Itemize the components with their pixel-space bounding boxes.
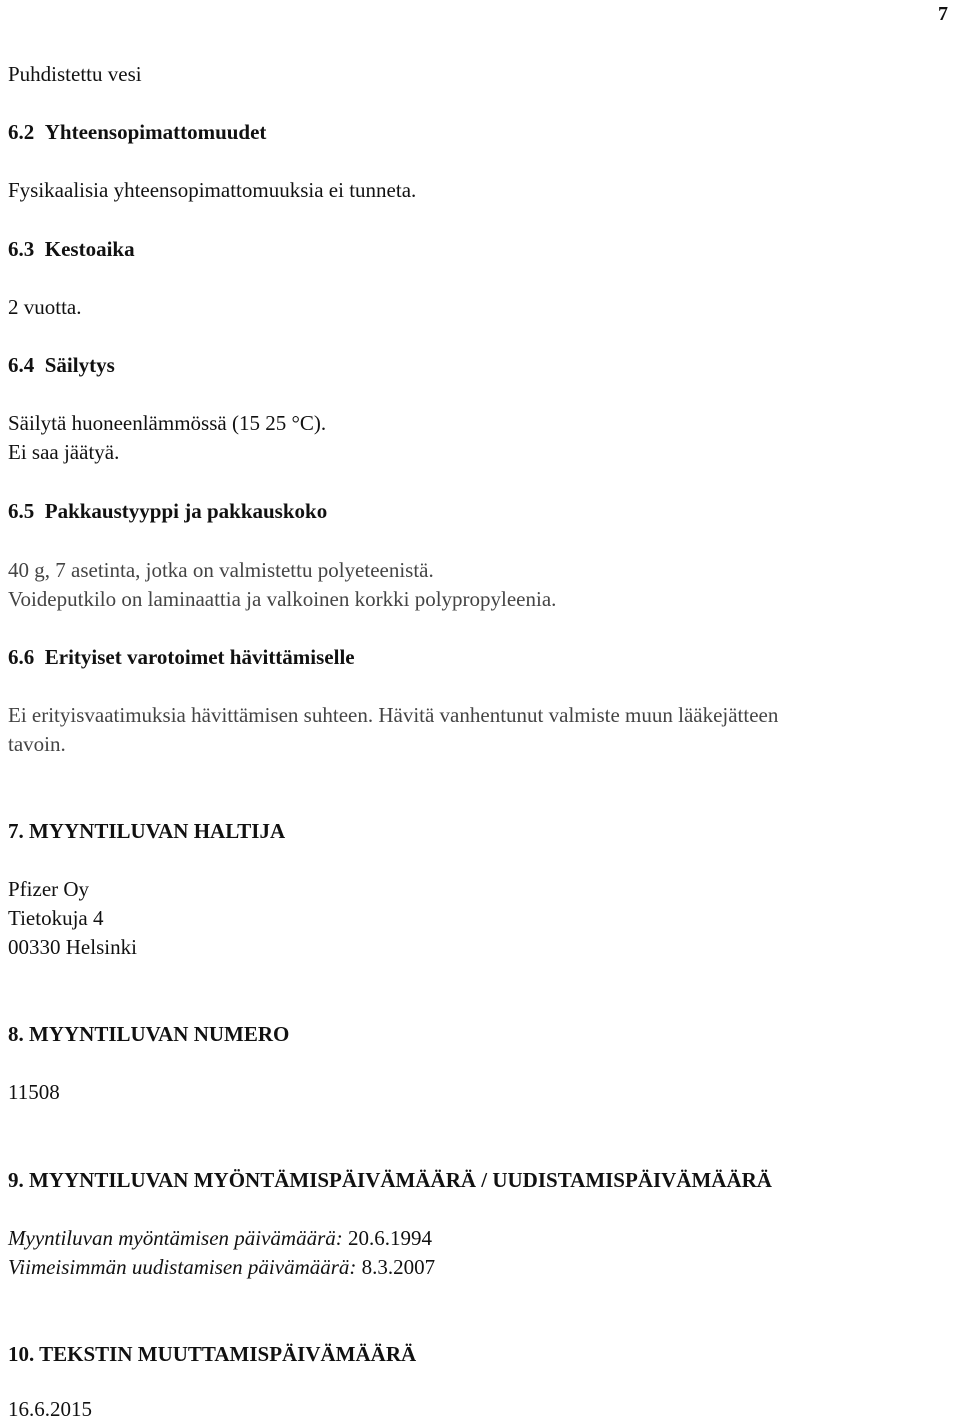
excipient-line: Puhdistettu vesi <box>8 62 142 86</box>
section-number: 6.4 <box>8 353 35 377</box>
holder-city: 00330 Helsinki <box>8 935 137 959</box>
holder-company: Pfizer Oy <box>8 877 90 901</box>
renewal-date-label: Viimeisimmän uudistamisen päivämäärä: <box>8 1255 357 1279</box>
section-6-3-heading <box>8 235 135 264</box>
holder-street: Tietokuja 4 <box>8 906 104 930</box>
section-6-2-heading <box>8 118 266 147</box>
renewal-date-line <box>8 1253 435 1282</box>
section-6-5-heading <box>8 497 327 526</box>
section-10-heading: 10. TEKSTIN MUUTTAMISPÄIVÄMÄÄRÄ <box>8 1342 417 1366</box>
grant-date-line <box>8 1224 432 1253</box>
section-6-6-line-1: Ei erityisvaatimuksia hävittämisen suhteen. Hävitä vanhentunut valmiste muun lääkejätteen <box>8 703 779 727</box>
section-title: Säilytys <box>44 353 115 377</box>
section-6-5-line-2: Voideputkilo on laminaattia ja valkoinen korkki polypropyleenia. <box>8 587 557 611</box>
section-number: 6.2 <box>8 120 35 144</box>
grant-date-value: 20.6.1994 <box>348 1226 433 1250</box>
page-number: 7 <box>938 3 948 25</box>
section-6-4-line-2: Ei saa jäätyä. <box>8 440 120 464</box>
section-6-6-line-2: tavoin. <box>8 732 66 756</box>
section-title: Pakkaustyyppi ja pakkauskoko <box>44 499 328 523</box>
section-title: Kestoaika <box>44 237 135 261</box>
section-number: 6.3 <box>8 237 35 261</box>
section-number: 6.6 <box>8 645 35 669</box>
section-6-4-heading <box>8 351 115 380</box>
section-title: Erityiset varotoimet hävittämiselle <box>44 645 355 669</box>
section-9-heading: 9. MYYNTILUVAN MYÖNTÄMISPÄIVÄMÄÄRÄ / UUDISTAMISPÄIVÄMÄÄRÄ <box>8 1168 772 1192</box>
section-title: Yhteensopimattomuudet <box>44 120 267 144</box>
authorisation-number: 11508 <box>8 1080 60 1104</box>
renewal-date-value: 8.3.2007 <box>361 1255 436 1279</box>
revision-date: 16.6.2015 <box>8 1397 92 1421</box>
section-6-2-text: Fysikaalisia yhteensopimattomuuksia ei tunneta. <box>8 178 417 202</box>
section-number: 6.5 <box>8 499 35 523</box>
grant-date-label: Myyntiluvan myöntämisen päivämäärä: <box>8 1226 343 1250</box>
section-6-4-line-1: Säilytä huoneenlämmössä (15 25 °C). <box>8 411 327 435</box>
section-6-6-heading <box>8 643 355 672</box>
section-6-3-text: 2 vuotta. <box>8 295 82 319</box>
section-8-heading: 8. MYYNTILUVAN NUMERO <box>8 1022 290 1046</box>
section-6-5-line-1: 40 g, 7 asetinta, jotka on valmistettu polyeteenistä. <box>8 558 434 582</box>
section-7-heading: 7. MYYNTILUVAN HALTIJA <box>8 819 286 843</box>
